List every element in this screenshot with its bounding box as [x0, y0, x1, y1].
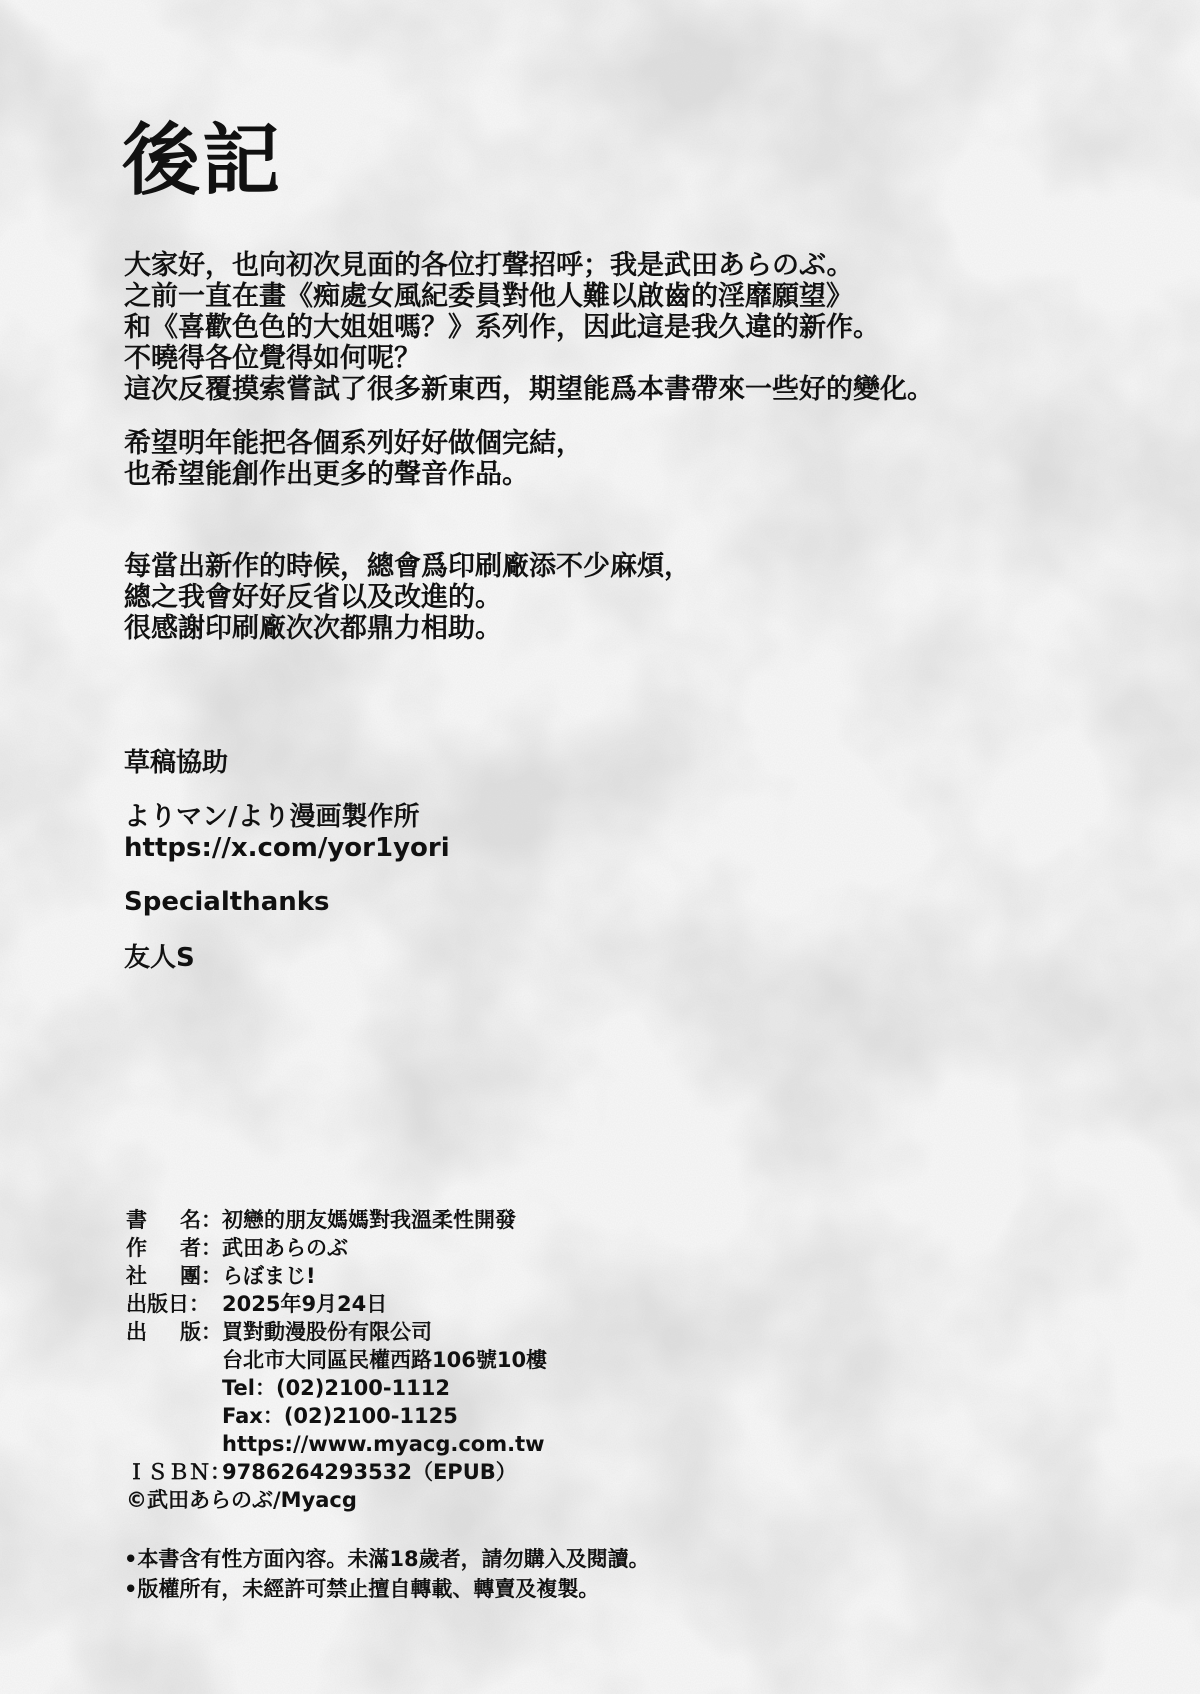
- colophon-row-book: [126, 1206, 547, 1234]
- colophon-label: 版：: [180, 1320, 222, 1344]
- paragraph-line: 每當出新作的時候，總會爲印刷廠添不少麻煩，: [124, 551, 691, 582]
- paragraph-line: 不曉得各位覺得如何呢？: [124, 343, 421, 374]
- draft-assist-url: https://x.com/yor1yori: [124, 833, 450, 863]
- special-thanks-name: 友人S: [124, 943, 195, 973]
- colophon-label: 團：: [180, 1264, 222, 1288]
- colophon-row-isbn: [126, 1458, 547, 1486]
- publisher-website: https://www.myacg.com.tw: [222, 1432, 545, 1456]
- colophon-label: 書: [126, 1208, 147, 1232]
- isbn-value: 9786264293532（EPUB）: [222, 1460, 517, 1484]
- colophon-label: 出版日：: [126, 1292, 210, 1316]
- special-thanks-heading: Specialthanks: [124, 887, 330, 917]
- colophon: [126, 1206, 547, 1514]
- colophon-row-date: [126, 1290, 547, 1318]
- colophon-row-publisher: [126, 1318, 547, 1346]
- colophon-row-author: [126, 1234, 547, 1262]
- notice-item: •版權所有，未經許可禁止擅自轉載、轉賣及複製。: [124, 1577, 600, 1601]
- author-value: 武田あらのぶ: [222, 1236, 348, 1260]
- publish-date-value: 2025年9月24日: [222, 1292, 388, 1316]
- colophon-label: 社: [126, 1264, 147, 1288]
- colophon-label: 作: [126, 1236, 147, 1260]
- notices: [124, 1544, 650, 1604]
- circle-value: らぼまじ!: [222, 1264, 316, 1288]
- publisher-address: 台北市大同區民權西路106號10樓: [222, 1348, 548, 1372]
- draft-assist-name: よりマン/より漫画製作所: [124, 802, 420, 832]
- publisher-fax: Fax：(02)2100-1125: [222, 1404, 458, 1428]
- paragraph-hopes: [124, 428, 583, 490]
- copyright-line: ©武田あらのぶ/Myacg: [126, 1488, 357, 1512]
- paragraph-thanks-printer: [124, 551, 691, 644]
- colophon-label: ＩＳＢＮ：: [126, 1460, 231, 1484]
- colophon-label: 者：: [180, 1236, 222, 1260]
- paragraph-line: 希望明年能把各個系列好好做個完結，: [124, 428, 583, 459]
- colophon-row-circle: [126, 1262, 547, 1290]
- paragraph-line: 和《喜歡色色的大姐姐嗎？》系列作，因此這是我久違的新作。: [124, 312, 880, 343]
- colophon-label: 出: [126, 1320, 147, 1344]
- paragraph-greeting: [124, 250, 934, 405]
- paragraph-line: 大家好，也向初次見面的各位打聲招呼；我是武田あらのぶ。: [124, 250, 854, 281]
- paragraph-line: 這次反覆摸索嘗試了很多新東西，期望能爲本書帶來一些好的變化。: [124, 374, 934, 405]
- paragraph-line: 很感謝印刷廠次次都鼎力相助。: [124, 613, 502, 644]
- page-title: 後記: [122, 116, 283, 206]
- paragraph-line: 之前一直在畫《痴處女風紀委員對他人難以啟齒的淫靡願望》: [124, 281, 853, 312]
- paragraph-line: 也希望能創作出更多的聲音作品。: [124, 459, 529, 490]
- notice-item: •本書含有性方面內容。未滿18歲者，請勿購入及閱讀。: [124, 1547, 650, 1571]
- draft-assist-credit: [124, 802, 450, 864]
- draft-assist-heading: 草稿協助: [124, 748, 229, 778]
- colophon-label: 名：: [180, 1208, 222, 1232]
- publisher-value: 買對動漫股份有限公司: [222, 1320, 432, 1344]
- publisher-tel: Tel：(02)2100-1112: [222, 1376, 451, 1400]
- book-title-value: 初戀的朋友媽媽對我溫柔性開發: [222, 1208, 516, 1232]
- paragraph-line: 總之我會好好反省以及改進的。: [124, 582, 502, 613]
